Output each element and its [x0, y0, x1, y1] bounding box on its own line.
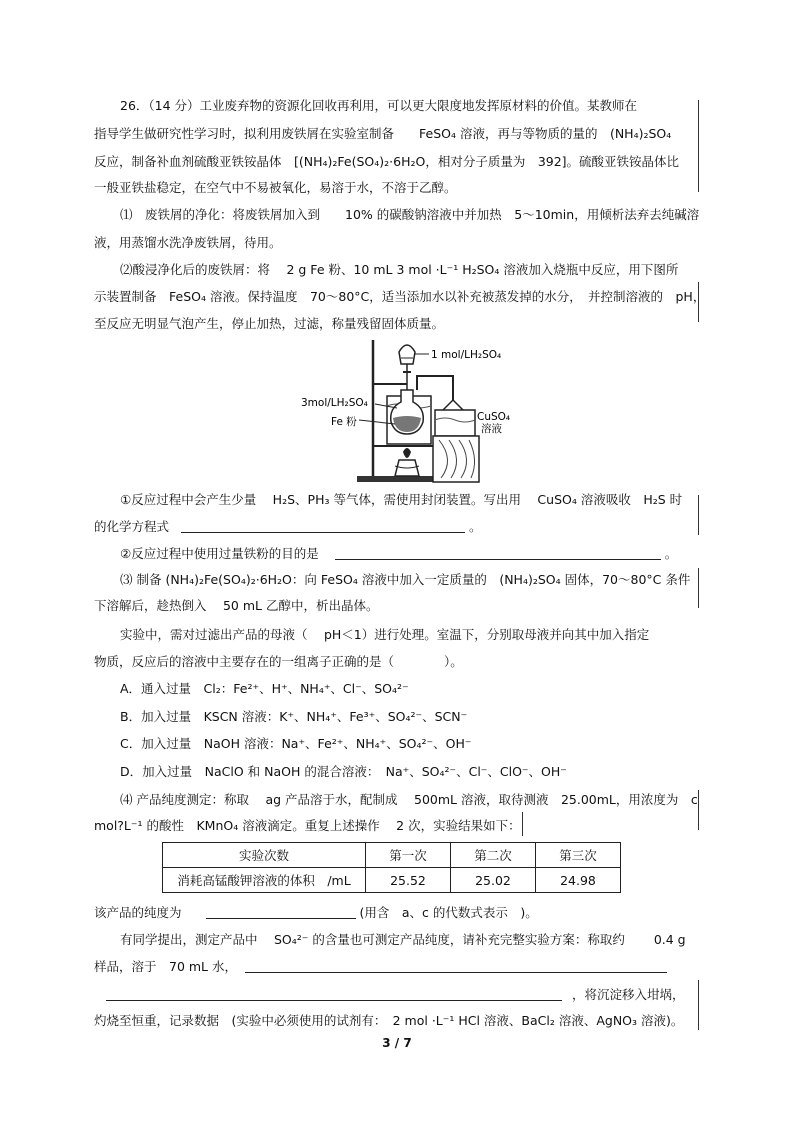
margin-rule — [698, 980, 699, 1030]
margin-rule — [698, 495, 699, 535]
purity-answer-blank[interactable] — [206, 904, 356, 919]
table-row-label: 消耗高锰酸钾溶液的体积 /mL — [163, 868, 366, 893]
scheme-line-4: 灼烧至恒重，记录数据 (实验中必须使用的试剂有： 2 mol ·L⁻¹ HCl 溶液、BaCl₂ 溶液、AgNO₃ 溶液)。 — [94, 1013, 684, 1028]
part2-line-2: 示装置制备 FeSO₄ 溶液。保持温度 70～80°C，适当添加水以补充被蒸发掉的水分， 并控制溶液的 pH， — [94, 289, 706, 304]
q2-1-line-2 — [94, 518, 482, 535]
margin-rule — [698, 100, 699, 192]
results-table — [162, 842, 621, 893]
scheme-answer-blank-1[interactable] — [245, 958, 667, 973]
cuso4-beaker — [435, 410, 475, 436]
label-fe-powder: Fe 粉 — [331, 416, 357, 428]
separatory-funnel — [399, 345, 415, 364]
label-h2so4-left: 3mol/LH₂SO₄ — [301, 397, 368, 409]
part2-line-1: ⑵酸浸净化后的废铁屑：将 2 g Fe 粉、10 mL 3 mol ·L⁻¹ H₂SO₄ 溶液加入烧瓶中反应，用下图所 — [120, 262, 679, 277]
part1-line-1: ⑴ 废铁屑的净化：将废铁屑加入到 10% 的碳酸钠溶液中并加热 5～10min，用倾析法弃去纯碱溶 — [120, 207, 700, 222]
part4-line-2: mol?L⁻¹ 的酸性 KMnO₄ 溶液滴定。重复上述操作 2 次，实验结果如下： — [94, 818, 521, 833]
option-d[interactable]: D．加入过量 NaClO 和 NaOH 的混合溶液： Na⁺、SO₄²⁻、Cl⁻、ClO⁻、OH⁻ — [120, 764, 567, 779]
q2-1-prefix: 的化学方程式 — [94, 519, 170, 534]
label-cuso4: CuSO₄ — [477, 411, 511, 423]
purity-prefix: 该产品的纯度为 — [94, 905, 182, 920]
table-row — [163, 868, 621, 893]
purity-line — [94, 904, 538, 921]
part3-line-2: 下溶解后，趁热倒入 50 mL 乙醇中，析出晶体。 — [94, 598, 379, 613]
option-c[interactable]: C．加入过量 NaOH 溶液：Na⁺、Fe²⁺、NH₄⁺、SO₄²⁻、OH⁻ — [120, 736, 472, 751]
q2-1-end: 。 — [468, 519, 482, 534]
label-h2so4-top: 1 mol/LH₂SO₄ — [431, 349, 502, 361]
page-number: 3 / 7 — [382, 1036, 412, 1050]
intro-line-1: 26．（14 分）工业废弃物的资源化回收再利用，可以更大限度地发挥原材料的价值。某教师在 — [120, 98, 638, 113]
scheme-line-1: 有同学提出，测定产品中 SO₄²⁻ 的含量也可测定产品纯度，请补充完整实验方案：称取约 0.4 g — [120, 932, 686, 947]
table-cell: 24.98 — [536, 868, 621, 893]
apparatus-figure — [295, 334, 525, 486]
part3-line-1: ⑶ 制备 (NH₄)₂Fe(SO₄)₂·6H₂O：向 FeSO₄ 溶液中加入一定质量的 (NH₄)₂SO₄ 固体，70～80°C 条件 — [120, 572, 691, 587]
label-solution: 溶液 — [481, 423, 502, 435]
intro-line-3: 反应，制备补血剂硫酸亚铁铵晶体 [(NH₄)₂Fe(SO₄)₂·6H₂O，相对分子质量为 392]。硫酸亚铁铵晶体比 — [94, 154, 680, 169]
table-header: 第二次 — [451, 843, 536, 868]
option-b[interactable]: B．加入过量 KSCN 溶液：K⁺、NH₄⁺、Fe³⁺、SO₄²⁻、SCN⁻ — [120, 709, 468, 724]
part4-line-1: ⑷ 产品纯度测定：称取 ag 产品溶于水，配制成 500mL 溶液，取待测液 25.00mL，用浓度为 c — [120, 792, 698, 807]
q2-2-prefix: ②反应过程中使用过量铁粉的目的是 — [120, 546, 319, 561]
purity-suffix: (用含 a、c 的代数式表示 )。 — [359, 905, 538, 920]
margin-rule — [698, 568, 699, 608]
flame — [403, 448, 411, 458]
q2-2-line — [120, 545, 677, 562]
table-cell: 25.02 — [451, 868, 536, 893]
table-header-row — [163, 843, 621, 868]
q2-1-line-1: ①反应过程中会产生少量 H₂S、PH₃ 等气体，需使用封闭装置。写出用 CuSO₄ 溶液吸收 H₂S 时 — [120, 492, 683, 507]
table-header: 第一次 — [366, 843, 451, 868]
equation-answer-blank[interactable] — [181, 518, 465, 533]
option-a[interactable]: A．通入过量 Cl₂：Fe²⁺、H⁺、NH₄⁺、Cl⁻、SO₄²⁻ — [120, 681, 409, 696]
purpose-answer-blank[interactable] — [335, 545, 661, 560]
scheme-line-2 — [94, 958, 667, 975]
scheme-prefix: 样品，溶于 70 mL 水， — [94, 959, 237, 974]
margin-rule — [698, 790, 699, 830]
q2-2-end: 。 — [664, 546, 678, 561]
scheme-answer-blank-2[interactable] — [106, 986, 562, 1001]
intro-line-2: 指导学生做研究性学习时，拟利用废铁屑在实验室制备 FeSO₄ 溶液，再与等物质的量的 (NH₄)₂SO₄ — [94, 126, 672, 141]
mother-liquor-line-2: 物质，反应后的溶液中主要存在的一组离子正确的是（ ）。 — [94, 654, 463, 669]
part1-line-2: 液，用蒸馏水洗净废铁屑，待用。 — [94, 235, 282, 250]
scheme-line-3 — [106, 986, 685, 1003]
intro-line-4: 一般亚铁盐稳定，在空气中不易被氧化，易溶于水，不溶于乙醇。 — [94, 180, 457, 195]
scheme-line3-end: ，将沉淀移入坩埚， — [571, 987, 685, 1002]
margin-rule — [522, 812, 523, 836]
part2-line-3: 至反应无明显气泡产生，停止加热，过滤，称量残留固体质量。 — [94, 316, 445, 331]
table-header: 第三次 — [536, 843, 621, 868]
table-cell: 25.52 — [366, 868, 451, 893]
table-header: 实验次数 — [163, 843, 366, 868]
mother-liquor-line-1: 实验中，需对过滤出产品的母液（ pH＜1）进行处理。室温下，分别取母液并向其中加入指定 — [120, 627, 650, 642]
